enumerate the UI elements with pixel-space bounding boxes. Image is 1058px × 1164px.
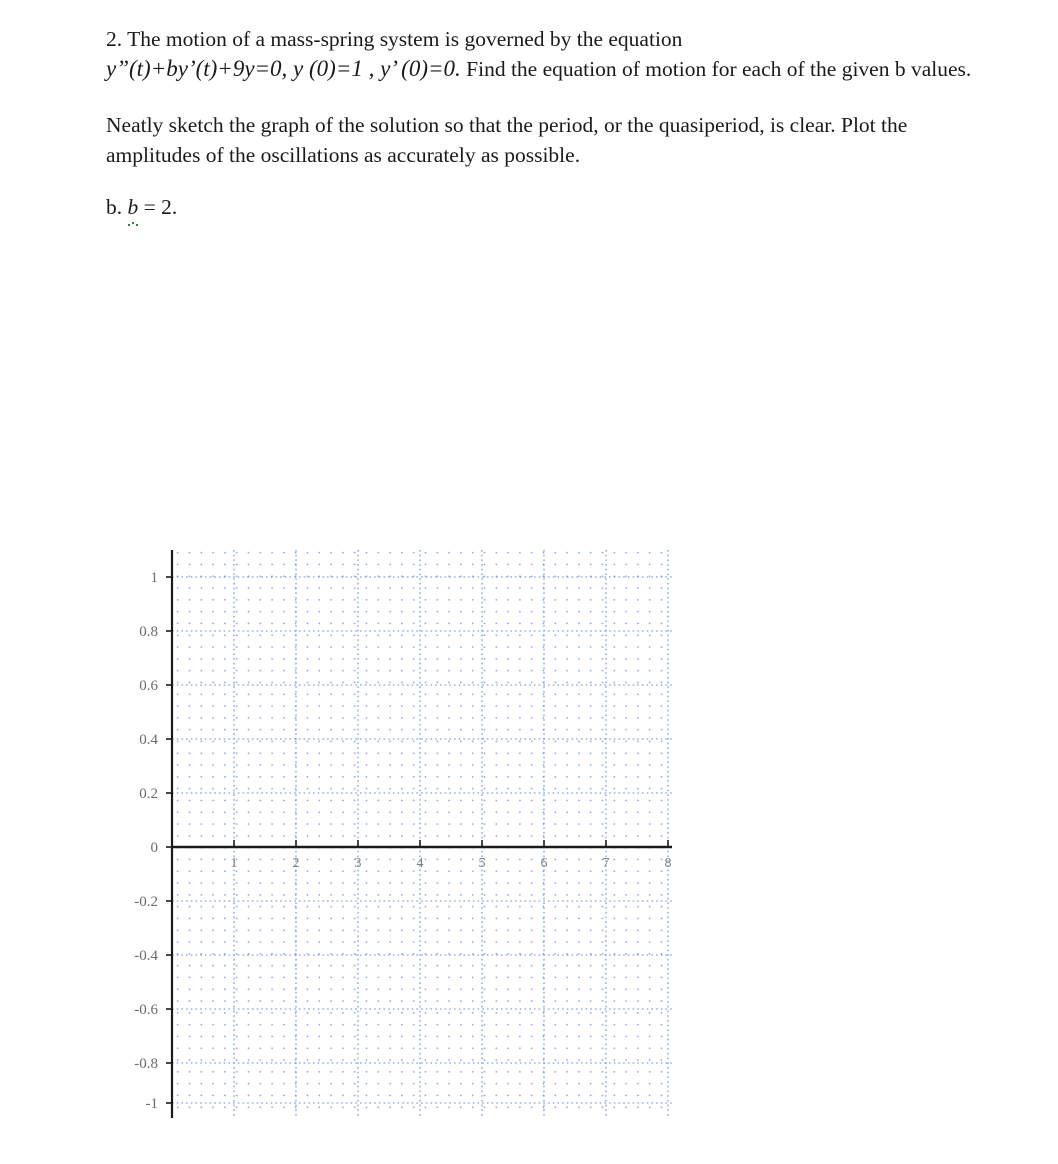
question-lead-text: 2. The motion of a mass-spring system is governed by the equation xyxy=(106,27,683,51)
y-tick-label: 0.8 xyxy=(139,624,158,640)
y-tick-label: -0.2 xyxy=(134,894,158,910)
y-tick-label: 0.6 xyxy=(139,678,158,694)
sketch-instructions: Neatly sketch the graph of the solution so that the period, or the quasiperiod, is clear. Plot the amplitudes of the oscillations as accurately as possible. xyxy=(106,113,908,167)
x-tick-label: 8 xyxy=(664,856,672,871)
part-b-label xyxy=(106,192,986,222)
question-statement xyxy=(106,24,986,84)
y-tick-label: 0.4 xyxy=(139,732,158,748)
part-variable-b: b xyxy=(128,192,139,222)
solution-graph xyxy=(106,540,686,1140)
x-tick-label: 7 xyxy=(602,856,610,871)
x-tick-label: 5 xyxy=(478,856,486,871)
x-tick-label: 1 xyxy=(230,856,238,871)
y-tick-label: -0.8 xyxy=(134,1056,158,1072)
y-tick-label: -0.6 xyxy=(134,1002,158,1018)
y-tick-label: -1 xyxy=(145,1096,158,1112)
question-document xyxy=(106,24,986,222)
question-trailing-text: Find the equation of motion for each of the given b values. xyxy=(460,57,972,81)
part-value: = 2. xyxy=(143,195,178,219)
y-tick-label: 1 xyxy=(150,570,158,586)
y-tick-label: -0.4 xyxy=(134,948,158,964)
grid-dots xyxy=(172,550,672,1118)
graph-canvas xyxy=(106,540,686,1140)
differential-equation: y”(t)+by’(t)+9y=0, y (0)=1 , y’ (0)=0. xyxy=(106,56,461,81)
x-tick-label: 6 xyxy=(540,856,548,871)
y-tick-labels xyxy=(134,570,158,1112)
y-tick-label: 0.2 xyxy=(139,786,158,802)
x-tick-label: 3 xyxy=(354,856,362,871)
y-tick-label: 0 xyxy=(150,840,158,856)
x-tick-label: 4 xyxy=(416,856,424,871)
part-letter: b. xyxy=(106,195,123,219)
x-tick-label: 2 xyxy=(292,856,300,871)
